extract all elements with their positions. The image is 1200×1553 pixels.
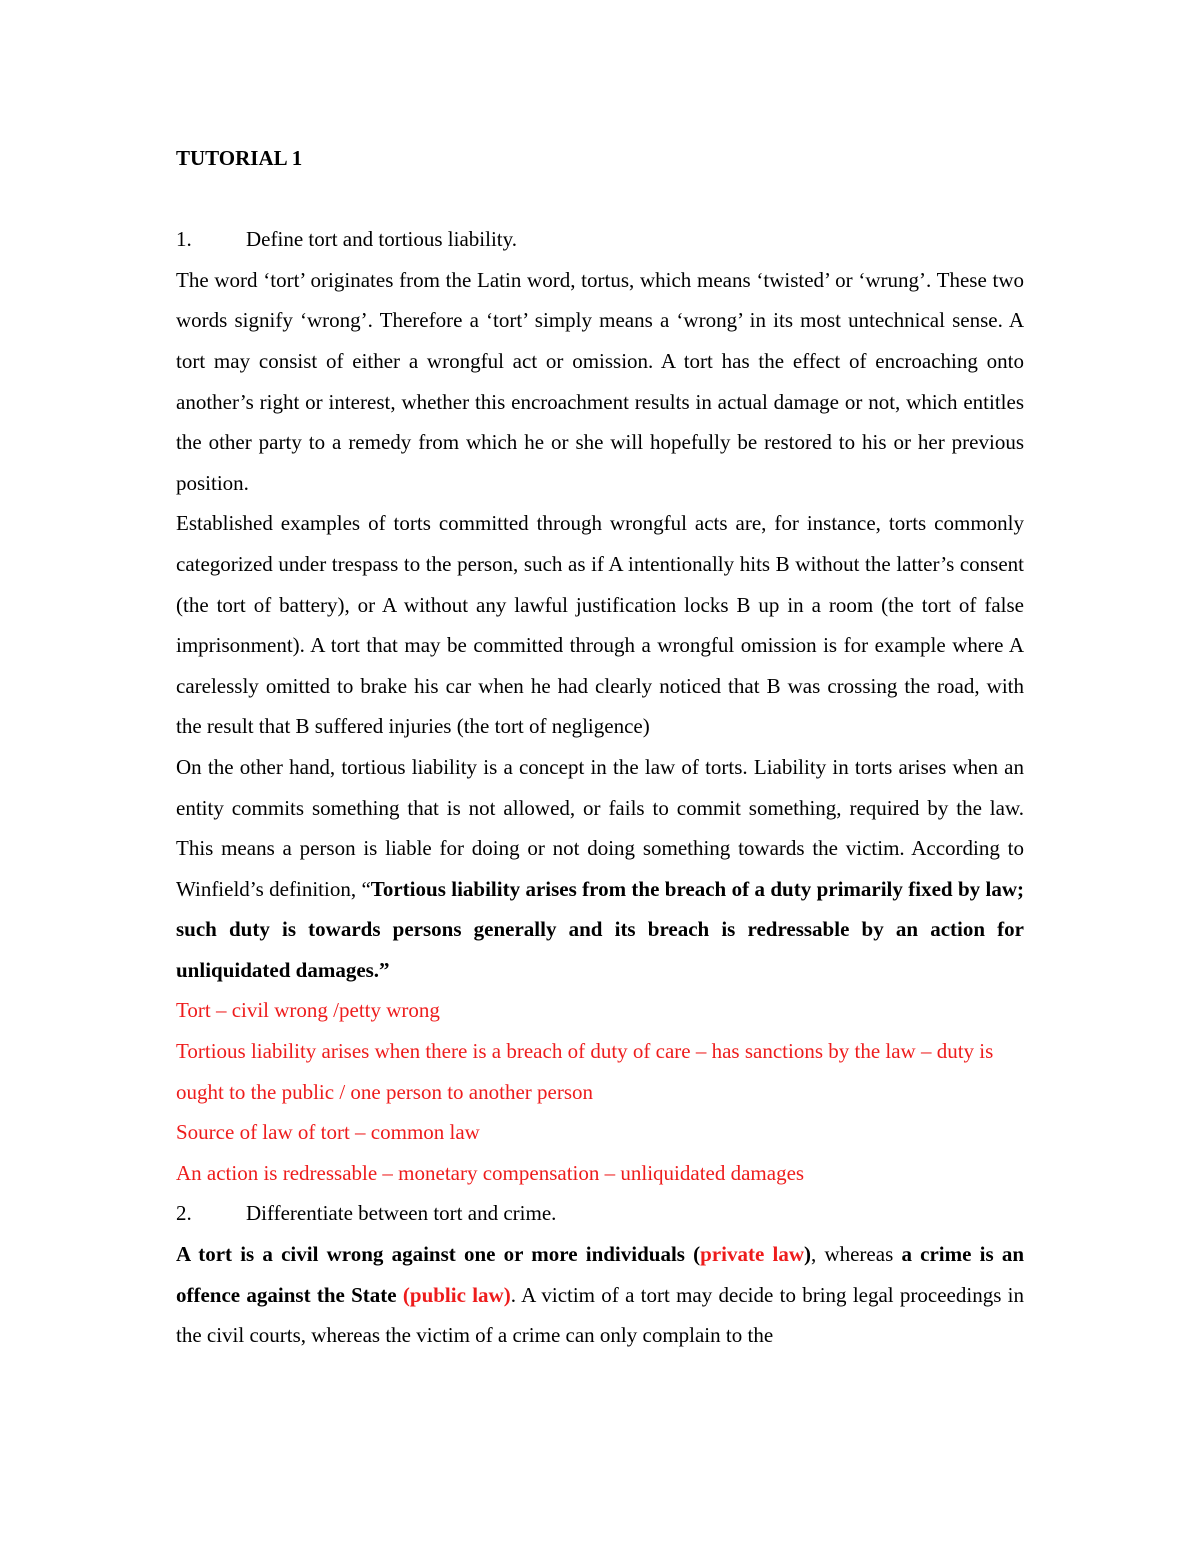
paragraph-tort-examples: Established examples of torts committed through wrongful acts are, for instance, torts commonly categorized under trespass to the person, such as if A intentionally hits B without the latter’s consent (the tort of battery), or A without any lawful justification locks B up in a room (the tort of false imprisonment). A tort that may be committed through a wrongful omission is for example where A carelessly omitted to brake his car when he had clearly noticed that B was crossing the road, with the result that B suffered injuries (the tort of negligence) xyxy=(176,511,1024,739)
whereas-text: , whereas xyxy=(811,1242,902,1267)
question-1-number: 1. xyxy=(176,227,192,252)
closing-paren-bold: ) xyxy=(804,1242,811,1267)
private-law-label: private law xyxy=(700,1242,804,1267)
paragraph-tort-vs-crime xyxy=(176,1234,1024,1356)
paragraph-tort-definition: The word ‘tort’ originates from the Latin word, tortus, which means ‘twisted’ or ‘wrung’. These two words signify ‘wrong’. Therefore a ‘tort’ simply means a ‘wrong’ in its most untechnical sense. A tort may consist of either a wrongful act or omission. A tort has the effect of encroaching onto another’s right or interest, whether this encroachment results in actual damage or not, which entitles the other party to a remedy from which he or she will hopefully be restored to his or her previous position. xyxy=(176,267,1024,495)
document-title: TUTORIAL 1 xyxy=(176,146,303,170)
paragraph-tortious-liability xyxy=(176,747,1024,991)
note-tortious-liability-breach: Tortious liability arises when there is a breach of duty of care – has sanctions by the law – duty is ought to the public / one person to another person xyxy=(176,1039,994,1104)
winfield-definition-quote: Tortious liability arises from the breach of a duty primarily fixed by law; such duty is towards persons generally and its breach is redressable by an action for unliquidated damages.” xyxy=(176,876,1024,982)
question-1-text: Define tort and tortious liability. xyxy=(246,227,518,252)
crime-offence-bold: a crime is an offence against the State xyxy=(176,1242,1024,1307)
paragraph-tortious-liability-text: On the other hand, tortious liability is a concept in the law of torts. Liability in torts arises when an entity commits something that is not allowed, or fails to commit something, required by the law. This means a person is liable for doing or not doing something towards the victim. According to Winfield’s definition, “ xyxy=(176,754,1024,901)
question-1 xyxy=(176,219,1024,260)
note-tort-civil-wrong: Tort – civil wrong /petty wrong xyxy=(176,998,440,1023)
tort-civil-wrong-bold: A tort is a civil wrong against one or more individuals ( xyxy=(176,1242,701,1267)
public-law-label: (public law) xyxy=(402,1282,511,1307)
question-2-number: 2. xyxy=(176,1201,192,1226)
document-body xyxy=(176,138,1024,1356)
note-source-of-law: Source of law of tort – common law xyxy=(176,1120,480,1145)
question-2 xyxy=(176,1193,1024,1234)
victim-text: . A victim of a tort may decide to bring legal proceedings in the civil courts, whereas the victim of a crime can only complain to the xyxy=(176,1282,1024,1348)
question-2-text: Differentiate between tort and crime. xyxy=(246,1201,557,1226)
note-action-redressable: An action is redressable – monetary compensation – unliquidated damages xyxy=(176,1160,805,1185)
